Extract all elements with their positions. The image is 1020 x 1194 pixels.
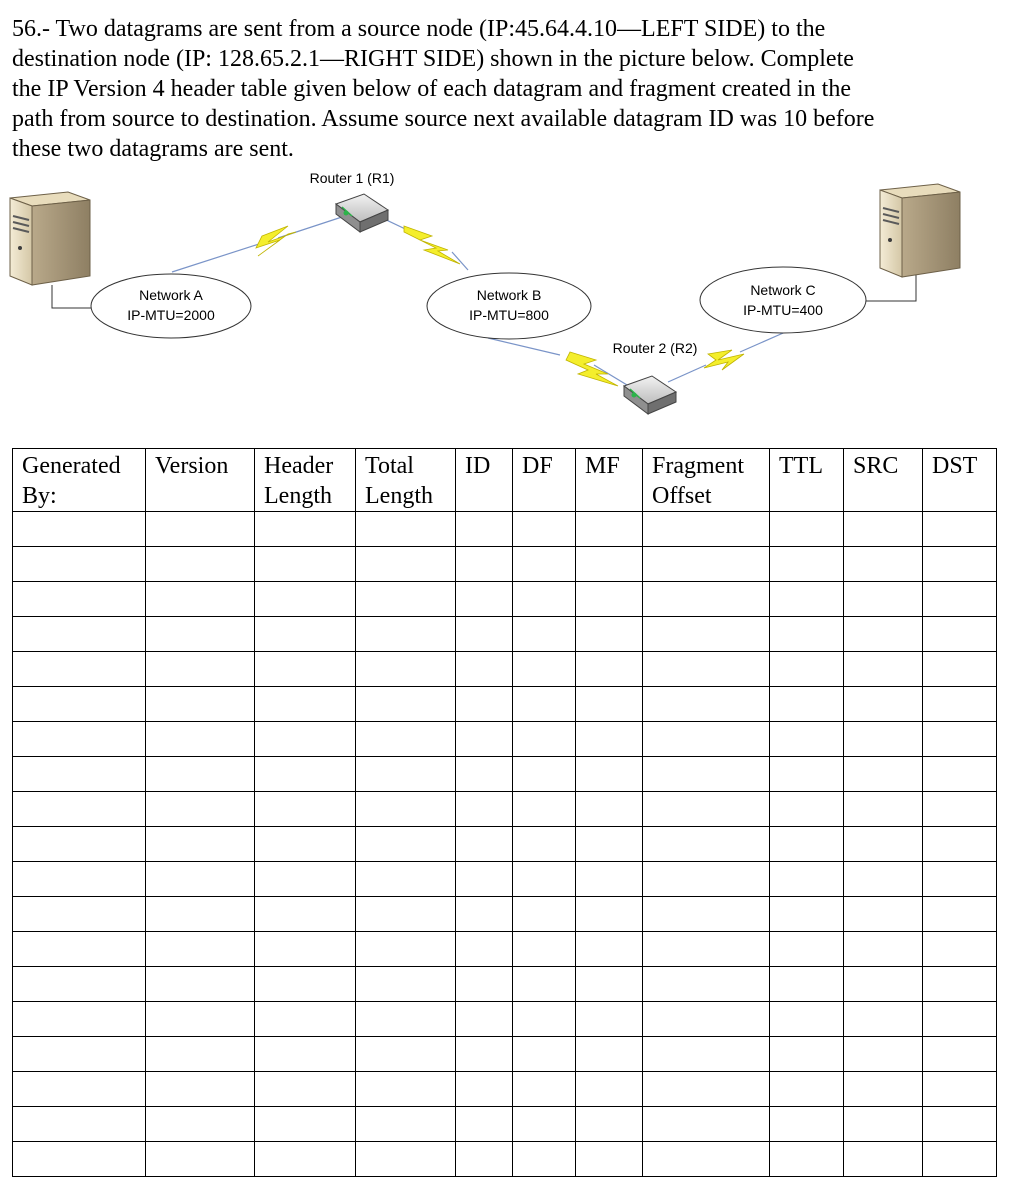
table-cell[interactable] (844, 687, 923, 722)
table-cell[interactable] (844, 862, 923, 897)
table-cell[interactable] (513, 1037, 576, 1072)
header-header-length: Header Length (255, 449, 356, 512)
table-cell[interactable] (356, 512, 456, 547)
table-cell[interactable] (770, 687, 844, 722)
table-cell[interactable] (13, 1107, 146, 1142)
table-cell[interactable] (146, 932, 255, 967)
table-cell[interactable] (844, 722, 923, 757)
table-cell[interactable] (13, 862, 146, 897)
table-cell[interactable] (146, 1037, 255, 1072)
table-row (13, 967, 997, 1002)
table-cell[interactable] (456, 617, 513, 652)
table-cell[interactable] (923, 582, 997, 617)
table-cell[interactable] (844, 827, 923, 862)
table-cell[interactable] (456, 1107, 513, 1142)
table-cell[interactable] (770, 652, 844, 687)
table-cell[interactable] (643, 547, 770, 582)
table-cell[interactable] (513, 582, 576, 617)
table-cell[interactable] (456, 722, 513, 757)
table-cell[interactable] (146, 547, 255, 582)
table-cell[interactable] (13, 932, 146, 967)
table-cell[interactable] (513, 617, 576, 652)
table-cell[interactable] (146, 512, 255, 547)
table-cell[interactable] (844, 757, 923, 792)
network-b-name: Network B (476, 287, 542, 303)
table-cell[interactable] (643, 897, 770, 932)
table-row (13, 1142, 997, 1177)
table-row (13, 547, 997, 582)
table-cell[interactable] (844, 897, 923, 932)
table-cell[interactable] (643, 722, 770, 757)
table-cell[interactable] (456, 757, 513, 792)
table-cell[interactable] (255, 792, 356, 827)
table-cell[interactable] (844, 512, 923, 547)
table-cell[interactable] (255, 1037, 356, 1072)
table-cell[interactable] (255, 652, 356, 687)
table-cell[interactable] (576, 757, 643, 792)
table-cell[interactable] (513, 967, 576, 1002)
table-cell[interactable] (356, 1107, 456, 1142)
router-2-label: Router 2 (R2) (612, 340, 698, 356)
table-cell[interactable] (643, 1142, 770, 1177)
table-cell[interactable] (356, 582, 456, 617)
table-cell[interactable] (923, 932, 997, 967)
table-cell[interactable] (356, 1142, 456, 1177)
question-line: path from source to destination. Assume source next available datagram ID was 10 before (12, 106, 875, 132)
table-cell[interactable] (770, 722, 844, 757)
header-mf: MF (576, 449, 643, 512)
table-cell[interactable] (770, 1072, 844, 1107)
table-cell[interactable] (13, 827, 146, 862)
table-cell[interactable] (456, 1072, 513, 1107)
table-cell[interactable] (513, 897, 576, 932)
table-cell[interactable] (923, 1072, 997, 1107)
table-row (13, 1002, 997, 1037)
table-cell[interactable] (844, 652, 923, 687)
table-cell[interactable] (576, 617, 643, 652)
table-cell[interactable] (770, 862, 844, 897)
table-cell[interactable] (770, 1142, 844, 1177)
table-cell[interactable] (513, 827, 576, 862)
table-cell[interactable] (643, 1002, 770, 1037)
router-1-icon (336, 194, 388, 232)
table-cell[interactable] (643, 1037, 770, 1072)
question-line: these two datagrams are sent. (12, 136, 294, 162)
table-header-row (13, 449, 997, 512)
table-cell[interactable] (146, 862, 255, 897)
table-cell[interactable] (13, 1072, 146, 1107)
table-row (13, 617, 997, 652)
table-cell[interactable] (923, 827, 997, 862)
table-cell[interactable] (643, 582, 770, 617)
table-cell[interactable] (923, 652, 997, 687)
table-cell[interactable] (844, 1002, 923, 1037)
table-cell[interactable] (770, 1002, 844, 1037)
table-cell[interactable] (356, 687, 456, 722)
table-cell[interactable] (255, 932, 356, 967)
table-cell[interactable] (146, 652, 255, 687)
question-text (12, 14, 1002, 164)
table-cell[interactable] (643, 862, 770, 897)
table-cell[interactable] (146, 722, 255, 757)
table-cell[interactable] (576, 967, 643, 1002)
table-cell[interactable] (513, 722, 576, 757)
table-cell[interactable] (356, 792, 456, 827)
table-cell[interactable] (513, 1107, 576, 1142)
table-cell[interactable] (844, 1142, 923, 1177)
table-cell[interactable] (356, 757, 456, 792)
table-cell[interactable] (770, 547, 844, 582)
table-cell[interactable] (13, 547, 146, 582)
table-cell[interactable] (513, 792, 576, 827)
table-row (13, 862, 997, 897)
table-row (13, 652, 997, 687)
table-cell[interactable] (770, 827, 844, 862)
table-cell[interactable] (456, 1037, 513, 1072)
table-cell[interactable] (643, 652, 770, 687)
table-cell[interactable] (456, 827, 513, 862)
source-link-line (52, 285, 92, 308)
table-cell[interactable] (356, 862, 456, 897)
table-cell[interactable] (13, 757, 146, 792)
table-cell[interactable] (576, 582, 643, 617)
table-cell[interactable] (456, 932, 513, 967)
table-cell[interactable] (146, 1002, 255, 1037)
table-cell[interactable] (146, 1142, 255, 1177)
table-cell[interactable] (844, 1037, 923, 1072)
table-row (13, 512, 997, 547)
table-cell[interactable] (923, 547, 997, 582)
table-cell[interactable] (255, 617, 356, 652)
table-cell[interactable] (576, 792, 643, 827)
network-a-name: Network A (139, 287, 203, 303)
network-b-bubble (427, 273, 591, 339)
table-cell[interactable] (576, 512, 643, 547)
table-cell[interactable] (255, 1142, 356, 1177)
table-cell[interactable] (255, 1002, 356, 1037)
table-row (13, 827, 997, 862)
table-cell[interactable] (146, 897, 255, 932)
table-cell[interactable] (643, 932, 770, 967)
table-body (13, 512, 997, 1177)
table-cell[interactable] (13, 687, 146, 722)
destination-server-icon (880, 184, 960, 277)
table-row (13, 757, 997, 792)
table-cell[interactable] (13, 967, 146, 1002)
table-cell[interactable] (770, 512, 844, 547)
table-cell[interactable] (255, 722, 356, 757)
table-row (13, 722, 997, 757)
network-diagram (0, 160, 1020, 450)
header-fragment-offset: Fragment Offset (643, 449, 770, 512)
network-b-mtu: IP-MTU=800 (469, 307, 549, 323)
table-cell[interactable] (456, 652, 513, 687)
table-row (13, 1037, 997, 1072)
table-cell[interactable] (923, 617, 997, 652)
table-cell[interactable] (643, 687, 770, 722)
header-src: SRC (844, 449, 923, 512)
table-cell[interactable] (513, 1002, 576, 1037)
table-cell[interactable] (456, 1142, 513, 1177)
table-cell[interactable] (513, 757, 576, 792)
table-cell[interactable] (13, 792, 146, 827)
table-cell[interactable] (770, 932, 844, 967)
table-cell[interactable] (255, 512, 356, 547)
table-cell[interactable] (576, 862, 643, 897)
table-cell[interactable] (255, 687, 356, 722)
table-cell[interactable] (255, 1107, 356, 1142)
table-cell[interactable] (456, 792, 513, 827)
source-server-icon (10, 192, 90, 285)
table-cell[interactable] (356, 1037, 456, 1072)
header-total-length: Total Length (356, 449, 456, 512)
table-row (13, 1072, 997, 1107)
table-cell[interactable] (513, 547, 576, 582)
table-cell[interactable] (923, 757, 997, 792)
table-cell[interactable] (923, 1037, 997, 1072)
network-a-bubble (91, 274, 251, 338)
table-cell[interactable] (844, 932, 923, 967)
ip-header-table (12, 448, 997, 1177)
table-cell[interactable] (356, 617, 456, 652)
table-cell[interactable] (844, 547, 923, 582)
table-cell[interactable] (356, 1002, 456, 1037)
table-cell[interactable] (456, 582, 513, 617)
table-cell[interactable] (255, 862, 356, 897)
table-cell[interactable] (923, 687, 997, 722)
network-c-name: Network C (750, 282, 816, 298)
table-cell[interactable] (923, 897, 997, 932)
table-cell[interactable] (576, 932, 643, 967)
table-cell[interactable] (844, 1107, 923, 1142)
table-cell[interactable] (13, 582, 146, 617)
table-cell[interactable] (576, 1037, 643, 1072)
table-cell[interactable] (576, 547, 643, 582)
header-ttl: TTL (770, 449, 844, 512)
table-cell[interactable] (13, 617, 146, 652)
network-c-mtu: IP-MTU=400 (743, 302, 823, 318)
network-c-bubble (700, 267, 866, 333)
header-id: ID (456, 449, 513, 512)
network-a-mtu: IP-MTU=2000 (127, 307, 215, 323)
table-cell[interactable] (456, 862, 513, 897)
table-cell[interactable] (923, 862, 997, 897)
question-line: 56.- Two datagrams are sent from a source node (IP:45.64.4.10—LEFT SIDE) to the (12, 16, 826, 42)
table-cell[interactable] (356, 967, 456, 1002)
question-line: the IP Version 4 header table given below of each datagram and fragment created in the (12, 76, 851, 102)
table-cell[interactable] (456, 547, 513, 582)
table-cell[interactable] (643, 1072, 770, 1107)
table-cell[interactable] (923, 967, 997, 1002)
table-cell[interactable] (643, 617, 770, 652)
table-cell[interactable] (643, 967, 770, 1002)
table-cell[interactable] (456, 897, 513, 932)
table-cell[interactable] (576, 687, 643, 722)
table-cell[interactable] (13, 1037, 146, 1072)
table-cell[interactable] (13, 897, 146, 932)
table-cell[interactable] (456, 687, 513, 722)
table-cell[interactable] (923, 792, 997, 827)
table-row (13, 1107, 997, 1142)
table-cell[interactable] (255, 547, 356, 582)
table-cell[interactable] (576, 1107, 643, 1142)
table-cell[interactable] (513, 512, 576, 547)
table-cell[interactable] (146, 967, 255, 1002)
table-row (13, 897, 997, 932)
network-a-link (172, 215, 348, 272)
table-cell[interactable] (643, 792, 770, 827)
table-cell[interactable] (513, 932, 576, 967)
table-row (13, 932, 997, 967)
table-cell[interactable] (770, 967, 844, 1002)
table-cell[interactable] (923, 722, 997, 757)
table-cell[interactable] (576, 1002, 643, 1037)
table-cell[interactable] (255, 827, 356, 862)
table-cell[interactable] (576, 652, 643, 687)
table-cell[interactable] (576, 827, 643, 862)
table-cell[interactable] (255, 757, 356, 792)
table-cell[interactable] (356, 547, 456, 582)
table-cell[interactable] (643, 1107, 770, 1142)
table-cell[interactable] (844, 617, 923, 652)
table-cell[interactable] (13, 652, 146, 687)
table-cell[interactable] (255, 1072, 356, 1107)
header-df: DF (513, 449, 576, 512)
table-cell[interactable] (146, 792, 255, 827)
table-cell[interactable] (844, 967, 923, 1002)
header-version: Version (146, 449, 255, 512)
table-cell[interactable] (13, 1142, 146, 1177)
table-cell[interactable] (146, 1107, 255, 1142)
table-cell[interactable] (356, 897, 456, 932)
table-cell[interactable] (513, 862, 576, 897)
table-row (13, 582, 997, 617)
table-cell[interactable] (356, 722, 456, 757)
table-cell[interactable] (576, 1072, 643, 1107)
table-cell[interactable] (146, 687, 255, 722)
table-cell[interactable] (13, 512, 146, 547)
table-cell[interactable] (770, 757, 844, 792)
header-dst: DST (923, 449, 997, 512)
table-cell[interactable] (643, 757, 770, 792)
table-cell[interactable] (770, 1107, 844, 1142)
table-cell[interactable] (576, 1142, 643, 1177)
table-cell[interactable] (513, 652, 576, 687)
table-cell[interactable] (146, 582, 255, 617)
header-generated-by: Generated By: (13, 449, 146, 512)
table-cell[interactable] (923, 1002, 997, 1037)
table-cell[interactable] (456, 1002, 513, 1037)
router-1-label: Router 1 (R1) (309, 170, 395, 186)
table-cell[interactable] (146, 757, 255, 792)
table-cell[interactable] (844, 792, 923, 827)
table-cell[interactable] (13, 722, 146, 757)
table-cell[interactable] (513, 1142, 576, 1177)
question-line: destination node (IP: 128.65.2.1—RIGHT SIDE) shown in the picture below. Complete (12, 46, 854, 72)
table-cell[interactable] (356, 652, 456, 687)
table-cell[interactable] (643, 827, 770, 862)
table-cell[interactable] (13, 1002, 146, 1037)
table-cell[interactable] (356, 1072, 456, 1107)
table-cell[interactable] (513, 1072, 576, 1107)
table-cell[interactable] (770, 897, 844, 932)
table-cell[interactable] (255, 582, 356, 617)
table-cell[interactable] (255, 967, 356, 1002)
table-cell[interactable] (770, 582, 844, 617)
table-cell[interactable] (923, 512, 997, 547)
table-cell[interactable] (643, 512, 770, 547)
table-cell[interactable] (456, 967, 513, 1002)
table-cell[interactable] (146, 617, 255, 652)
table-row (13, 687, 997, 722)
table-cell[interactable] (770, 1037, 844, 1072)
table-cell[interactable] (844, 1072, 923, 1107)
table-cell[interactable] (923, 1107, 997, 1142)
table-cell[interactable] (255, 897, 356, 932)
table-cell[interactable] (356, 932, 456, 967)
table-cell[interactable] (923, 1142, 997, 1177)
table-cell[interactable] (513, 687, 576, 722)
table-cell[interactable] (356, 827, 456, 862)
table-cell[interactable] (146, 1072, 255, 1107)
table-cell[interactable] (576, 897, 643, 932)
table-cell[interactable] (456, 512, 513, 547)
network-c-link (668, 330, 790, 382)
table-cell[interactable] (770, 792, 844, 827)
table-row (13, 792, 997, 827)
table-cell[interactable] (844, 582, 923, 617)
table-cell[interactable] (576, 722, 643, 757)
table-cell[interactable] (146, 827, 255, 862)
table-cell[interactable] (770, 617, 844, 652)
